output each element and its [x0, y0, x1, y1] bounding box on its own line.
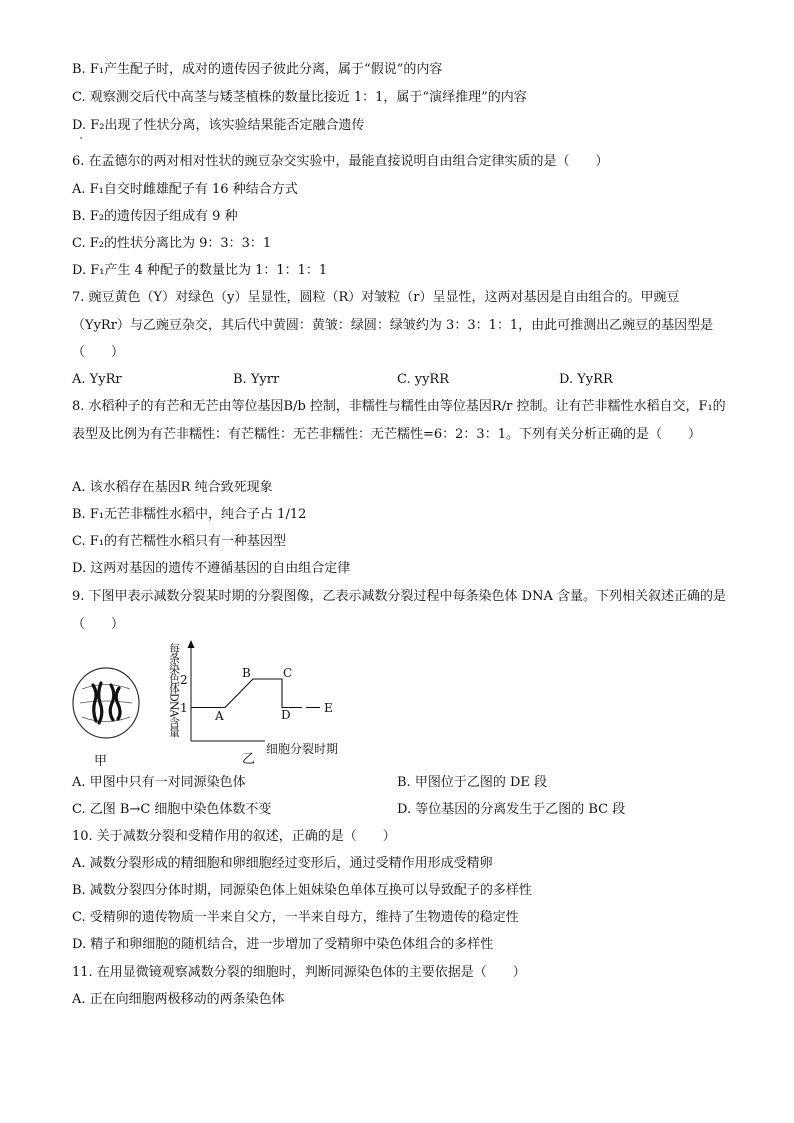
spindle-fiber — [82, 685, 130, 690]
q5-option-d: D. F₂出现了性状分离，该实验结果能否定融合遗传 — [72, 118, 365, 133]
q9-option-d: D. 等位基因的分离发生于乙图的 BC 段 — [397, 802, 626, 817]
q10-stem: 10. 关于减数分裂和受精作用的叙述，正确的是（ ） — [72, 829, 396, 844]
q9-option-b: B. 甲图位于乙图的 DE 段 — [397, 775, 547, 790]
q10-option-b: B. 减数分裂四分体时期，同源染色体上姐妹染色单体互换可以导致配子的多样性 — [72, 883, 532, 898]
q11-option-a: A. 正在向细胞两极移动的两条染色体 — [72, 992, 285, 1007]
y-axis-label: 每条染色体DNA含量 — [167, 643, 181, 737]
q7-option-b: B. Yyrr — [233, 372, 280, 387]
point-label-a: A — [215, 709, 224, 723]
q9-stem: 9. 下图甲表示减数分裂某时期的分裂图像，乙表示减数分裂过程中每条染色体 DNA 含量。下列相关叙述正确的是（ ） — [72, 589, 726, 632]
point-label-e: E — [324, 701, 333, 715]
q6-option-b: B. F₂的遗传因子组成有 9 种 — [72, 209, 238, 224]
q10-option-c: C. 受精卵的遗传物质一半来自父方，一半来自母方，维持了生物遗传的稳定性 — [72, 910, 519, 925]
q6-option-c: C. F₂的性状分离比为 9：3：3：1 — [72, 236, 272, 251]
q10-option-d: D. 精子和卵细胞的随机结合，进一步增加了受精卵中染色体组合的多样性 — [72, 937, 494, 952]
x-axis-label: 细胞分裂时期 — [266, 742, 339, 756]
figure-label-jia: 甲 — [94, 754, 108, 768]
q8-option-a: A. 该水稻存在基因R 纯合致死现象 — [72, 480, 273, 495]
q9-option-c: C. 乙图 B→C 细胞中染色体数不变 — [72, 802, 272, 817]
q9-options-row-1 — [72, 773, 727, 793]
spindle-fiber — [82, 717, 130, 722]
y-tick-1: 1 — [180, 701, 188, 715]
chromosome — [93, 685, 96, 721]
q7-option-c: C. yyRR — [397, 372, 450, 387]
q6-stem: 6. 在孟德尔的两对相对性状的豌豆杂交实验中，最能直接说明自由组合定律实质的是（ ） — [72, 154, 609, 169]
cell-diagram-jia — [73, 668, 139, 738]
q8-option-d: D. 这两对基因的遗传不遵循基因的自由组合定律 — [72, 561, 351, 576]
q7-options — [72, 370, 727, 390]
point-label-c: C — [283, 666, 293, 680]
y-tick-2: 2 — [180, 673, 188, 687]
chromosome — [110, 685, 114, 720]
q11-stem: 11. 在用显微镜观察减数分裂的细胞时，判断同源染色体的主要依据是（ ） — [72, 965, 526, 980]
dna-content-line — [225, 679, 302, 708]
q8-option-c: C. F₁的有芒糯性水稻只有一种基因型 — [72, 534, 286, 549]
q9-options-row-2 — [72, 800, 727, 820]
cell-membrane — [73, 668, 139, 738]
q9-figure-svg — [70, 633, 360, 768]
q8-option-b: B. F₁无芒非糯性水稻中，纯合子占 1/12 — [72, 507, 307, 522]
q7-stem: 7. 豌豆黄色（Y）对绿色（y）呈显性，圆粒（R）对皱粒（r）呈显性，这两对基因是自由组合的。甲豌豆（YyRr）与乙豌豆杂交，其后代中黄圆：黄皱：绿圆：绿皱约为 3：3：1：1，由此可推测出乙豌豆的基因型是（ ） — [72, 290, 714, 360]
q5-option-b: B. F₁产生配子时，成对的遗传因子彼此分离，属于“假说”的内容 — [72, 62, 443, 77]
q9-figure — [70, 633, 360, 768]
q9-option-a: A. 甲图中只有一对同源染色体 — [72, 775, 246, 790]
q7-option-a: A. YyRr — [72, 372, 122, 387]
stray-dot-mark — [80, 137, 82, 139]
q8-stem: 8. 水稻种子的有芒和无芒由等位基因B/b 控制，非糯性与糯性由等位基因R/r 控制。让有芒非糯性水稻自交，F₁的表型及比例为有芒非糯性：有芒糯性：无芒非糯性：无芒糯性=6：2：3：1。下列有关分析正确的是（ ） — [72, 399, 726, 442]
figure-label-yi: 乙 — [242, 752, 256, 767]
q6-option-a: A. F₁自交时雌雄配子有 16 种结合方式 — [72, 182, 298, 197]
dna-content-chart-yi — [168, 640, 339, 756]
q6-option-d: D. F₁产生 4 种配子的数量比为 1：1：1：1 — [72, 263, 328, 278]
point-label-b: B — [242, 666, 251, 680]
point-label-d: D — [281, 708, 291, 722]
spindle-fiber — [80, 701, 132, 703]
q5-option-c: C. 观察测交后代中高茎与矮茎植株的数量比接近 1：1，属于“演绎推理”的内容 — [72, 90, 527, 105]
chromosome — [116, 688, 120, 719]
q7-option-d: D. YyRR — [559, 372, 613, 387]
chromosome — [99, 683, 102, 723]
q10-option-a: A. 减数分裂形成的精细胞和卵细胞经过变形后，通过受精作用形成受精卵 — [72, 856, 493, 871]
y-axis-arrow — [188, 640, 195, 648]
